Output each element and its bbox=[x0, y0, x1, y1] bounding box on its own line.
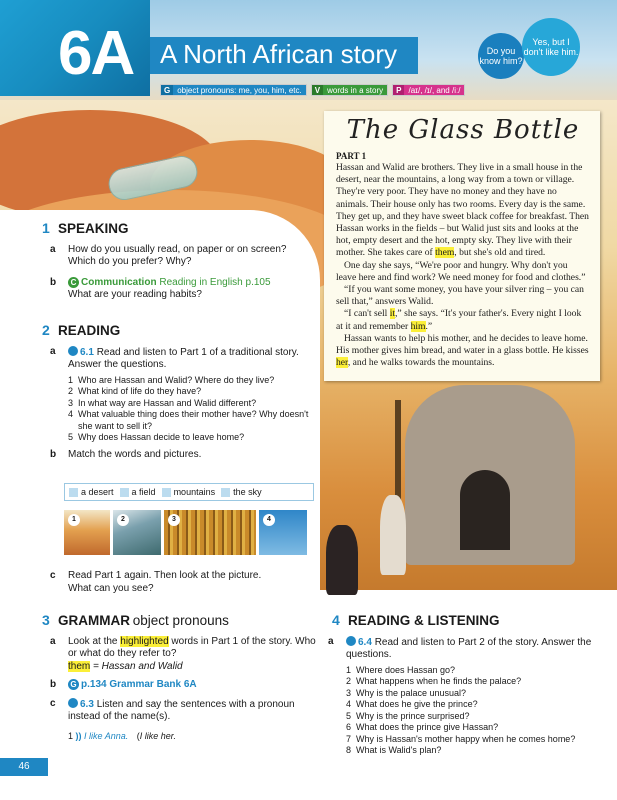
exercise-label: c bbox=[50, 570, 56, 581]
list-number: 1 bbox=[68, 374, 74, 385]
speaking-heading bbox=[42, 222, 315, 238]
exercise-label: a bbox=[50, 243, 56, 255]
reading-listening-heading bbox=[332, 614, 602, 630]
list-text: In what way are Hassan and Walid different? bbox=[78, 397, 257, 408]
story-text: Hassan wants to help his mother, and he decides to leave home. His mother gives him bread, and water in a glass bottle. He kisses bbox=[336, 332, 589, 357]
communication-link-bold[interactable]: Communication bbox=[81, 276, 157, 288]
example-highlight: them bbox=[68, 660, 91, 672]
grammar-bank-link[interactable]: p.134 Grammar Bank 6A bbox=[81, 679, 197, 690]
example-number: 1 bbox=[68, 730, 74, 741]
story-paragraph: One day she says, “We're poor and hungry. Why don't you leave here and find work? We need money for food and clothes.” bbox=[336, 259, 586, 283]
list-number: 3 bbox=[68, 397, 74, 408]
question-list bbox=[332, 665, 602, 757]
exercise-item bbox=[50, 277, 315, 302]
audio-track[interactable]: 6.3 bbox=[80, 698, 94, 710]
story-text: .” bbox=[425, 320, 433, 332]
list-text: Where does Hassan go? bbox=[356, 664, 456, 675]
desert-picture bbox=[64, 510, 110, 555]
grammar-bank-icon: G bbox=[68, 679, 79, 690]
list-item bbox=[346, 665, 602, 677]
palm-tree-image bbox=[395, 400, 401, 510]
house-door-image bbox=[460, 470, 510, 550]
audio-track[interactable]: 6.1 bbox=[80, 346, 94, 358]
speech-arrow-icon: ( bbox=[136, 730, 140, 741]
grammar-tag-key: G bbox=[161, 85, 173, 95]
list-number: 6 bbox=[346, 722, 352, 732]
list-item bbox=[68, 432, 318, 444]
sky-picture bbox=[259, 510, 307, 555]
question-list bbox=[50, 375, 318, 444]
exercise-item bbox=[50, 698, 318, 724]
list-number: 2 bbox=[346, 676, 352, 686]
checkbox[interactable] bbox=[69, 488, 78, 497]
story-paragraph: “If you want some money, you have your silver ring – you can sell that,” answers Walid. bbox=[336, 284, 584, 308]
story-paragraph bbox=[336, 162, 590, 260]
exercise-text: Read Part 1 again. Then look at the picture. What can you see? bbox=[68, 570, 262, 594]
exercise-text: How do you usually read, on paper or on screen? Which do you prefer? Why? bbox=[68, 243, 287, 267]
list-number: 3 bbox=[346, 687, 352, 698]
exercise-label: a bbox=[328, 635, 334, 647]
checkbox[interactable] bbox=[221, 488, 230, 497]
list-item bbox=[346, 711, 602, 723]
word-option[interactable] bbox=[120, 487, 156, 497]
section-number: 3 bbox=[42, 612, 50, 628]
list-number: 8 bbox=[346, 745, 352, 755]
picture-strip bbox=[64, 510, 307, 555]
list-text: What valuable thing does their mother have? Why doesn't she want to sell it? bbox=[78, 409, 309, 431]
grammar-tag bbox=[160, 84, 307, 96]
story-text: , and he walks towards the mountains. bbox=[347, 357, 495, 369]
field-picture bbox=[164, 510, 256, 555]
picture-number: 1 bbox=[68, 514, 80, 526]
list-text: What is Walid's plan? bbox=[356, 745, 442, 755]
list-number: 1 bbox=[346, 664, 352, 675]
list-text: What does he give the prince? bbox=[356, 699, 478, 709]
reading-section bbox=[42, 322, 318, 461]
unit-title: A North African story bbox=[160, 39, 397, 69]
list-item bbox=[346, 745, 602, 757]
exercise-item bbox=[50, 346, 318, 372]
word-box bbox=[64, 483, 314, 501]
section-title: GRAMMAR bbox=[58, 613, 130, 628]
list-text: What kind of life do they have? bbox=[78, 386, 202, 396]
speaking-section bbox=[42, 220, 315, 302]
reading-listening-section bbox=[328, 612, 602, 757]
list-item bbox=[346, 699, 602, 711]
pronunciation-tag-key: P bbox=[393, 85, 404, 95]
list-item bbox=[68, 409, 318, 432]
section-number: 1 bbox=[42, 220, 50, 236]
exercise-item bbox=[50, 636, 318, 674]
exercise-text: Look at the bbox=[68, 635, 121, 647]
communication-icon: C bbox=[68, 277, 79, 288]
word-label: a field bbox=[131, 487, 156, 497]
exercise-text: What are your reading habits? bbox=[68, 289, 202, 300]
mother-figure-image bbox=[326, 525, 358, 595]
son-figure-image bbox=[380, 495, 406, 575]
vocabulary-tag-key: V bbox=[312, 85, 323, 95]
list-number: 2 bbox=[68, 386, 74, 396]
exercise-text: words in Part 1 of the story. Who or what do they refer to? bbox=[68, 635, 316, 659]
audio-icon[interactable] bbox=[68, 346, 78, 356]
list-number: 5 bbox=[68, 432, 74, 442]
exercise-text: Read and listen to Part 1 of a traditional story. Answer the questions. bbox=[68, 346, 299, 370]
picture-number: 4 bbox=[263, 514, 275, 526]
story-paragraph bbox=[336, 308, 590, 332]
page-number: 46 bbox=[0, 758, 48, 776]
vocabulary-tag-text: words in a story bbox=[327, 85, 384, 95]
list-number: 4 bbox=[68, 409, 74, 419]
story-part-label: PART 1 bbox=[336, 151, 367, 161]
section-subtitle: object pronouns bbox=[132, 613, 229, 628]
exercise-item bbox=[50, 449, 318, 462]
highlighted-word: it bbox=[389, 308, 396, 320]
exercise-label: a bbox=[50, 635, 56, 647]
word-label: mountains bbox=[173, 487, 216, 497]
story-paragraph bbox=[336, 333, 590, 370]
exercise-text: Match the words and pictures. bbox=[68, 448, 202, 460]
highlighted-word: her bbox=[336, 357, 348, 369]
story-text: ,” she says. “It's your father's. Every night I look at it and remember bbox=[336, 308, 582, 332]
word-label: a desert bbox=[81, 487, 114, 497]
mountains-picture bbox=[113, 510, 161, 555]
audio-track[interactable]: 6.4 bbox=[358, 636, 372, 648]
list-number: 7 bbox=[346, 733, 352, 744]
exercise-label: b bbox=[50, 679, 57, 690]
list-item bbox=[346, 688, 602, 700]
exercise-label: b bbox=[50, 276, 57, 288]
list-text: Why is Hassan's mother happy when he comes home? bbox=[356, 733, 576, 744]
list-item bbox=[346, 676, 602, 688]
list-text: Why does Hassan decide to leave home? bbox=[78, 432, 245, 442]
grammar-tag-text: object pronouns: me, you, him, etc. bbox=[177, 85, 302, 95]
exercise-item bbox=[50, 244, 315, 269]
list-item bbox=[346, 722, 602, 734]
pronunciation-tag-text: /aɪ/, /ɪ/, and /iː/ bbox=[408, 85, 461, 95]
checkbox[interactable] bbox=[162, 488, 171, 497]
list-item bbox=[68, 375, 318, 387]
exercise-item bbox=[50, 570, 280, 595]
exercise-item bbox=[328, 636, 602, 662]
example-prompt: I like Anna. bbox=[84, 730, 129, 741]
list-text: Why is the palace unusual? bbox=[356, 687, 467, 698]
story-title: The Glass Bottle bbox=[346, 115, 580, 145]
list-text: Who are Hassan and Walid? Where do they live? bbox=[78, 374, 275, 385]
communication-link[interactable]: Reading in English p.105 bbox=[159, 276, 271, 288]
list-text: What happens when he finds the palace? bbox=[356, 676, 522, 686]
highlighted-word: them bbox=[435, 247, 455, 259]
highlighted-word: him bbox=[410, 320, 426, 332]
exercise-label: b bbox=[50, 448, 57, 460]
audio-icon[interactable] bbox=[346, 636, 356, 646]
list-number: 5 bbox=[346, 710, 352, 721]
picture-number: 3 bbox=[168, 514, 180, 526]
exercise-item bbox=[50, 679, 318, 692]
picture-number: 2 bbox=[117, 514, 129, 526]
word-option[interactable] bbox=[162, 487, 216, 497]
word-option[interactable] bbox=[221, 487, 262, 497]
list-number: 4 bbox=[346, 699, 352, 709]
list-item bbox=[68, 398, 318, 410]
story-box bbox=[324, 111, 600, 381]
example-text: = Hassan and Walid bbox=[90, 660, 183, 672]
highlighted-word: highlighted bbox=[120, 635, 169, 647]
exercise-label: a bbox=[50, 345, 56, 357]
section-title: READING bbox=[58, 323, 121, 338]
example-sentence bbox=[50, 730, 318, 743]
exercise-label: c bbox=[50, 697, 56, 709]
list-item bbox=[346, 734, 602, 746]
section-title: READING & LISTENING bbox=[348, 613, 500, 628]
checkbox[interactable] bbox=[120, 488, 129, 497]
list-item bbox=[68, 386, 318, 398]
sound-icon: )) bbox=[75, 730, 82, 741]
list-text: Why is the prince surprised? bbox=[356, 710, 470, 721]
list-text: What does the prince give Hassan? bbox=[356, 722, 499, 732]
word-label: the sky bbox=[233, 487, 262, 497]
pronunciation-tag bbox=[392, 84, 465, 96]
section-number: 2 bbox=[42, 322, 50, 338]
grammar-heading bbox=[42, 614, 318, 630]
speech-bubble-question: Do you know him? bbox=[478, 33, 524, 79]
exercise-text: Listen and say the sentences with a pronoun instead of the name(s). bbox=[68, 698, 295, 722]
vocabulary-tag bbox=[311, 84, 388, 96]
story-text: “I can't sell bbox=[344, 308, 390, 320]
speech-bubble-answer: Yes, but I don't like him. bbox=[522, 18, 580, 76]
reading-heading bbox=[42, 324, 318, 340]
story-text: Hassan and Walid are brothers. They live in a small house in the desert, near the mountains, a long way from a town or village. They're very poor. They have no money and they have no animals. Their house only has two rooms. Every day is the same. They get up, and they have sweet black coffee for breakfast. Then Hassan works in the fields – but Walid just sits and looks at the hot, empty desert and the hot, empty sky. They live with their mother. She takes care of bbox=[336, 162, 589, 259]
audio-icon[interactable] bbox=[68, 698, 78, 708]
story-text: , but she's old and tired. bbox=[454, 247, 546, 259]
reading-c bbox=[50, 570, 280, 595]
example-answer: I like her. bbox=[139, 730, 176, 741]
word-option[interactable] bbox=[69, 487, 114, 497]
unit-number: 6A bbox=[58, 19, 134, 88]
section-number: 4 bbox=[332, 612, 340, 628]
section-title: SPEAKING bbox=[58, 221, 129, 236]
exercise-text: Read and listen to Part 2 of the story. Answer the questions. bbox=[346, 636, 592, 660]
grammar-section bbox=[42, 612, 318, 742]
unit-tags bbox=[160, 84, 465, 96]
